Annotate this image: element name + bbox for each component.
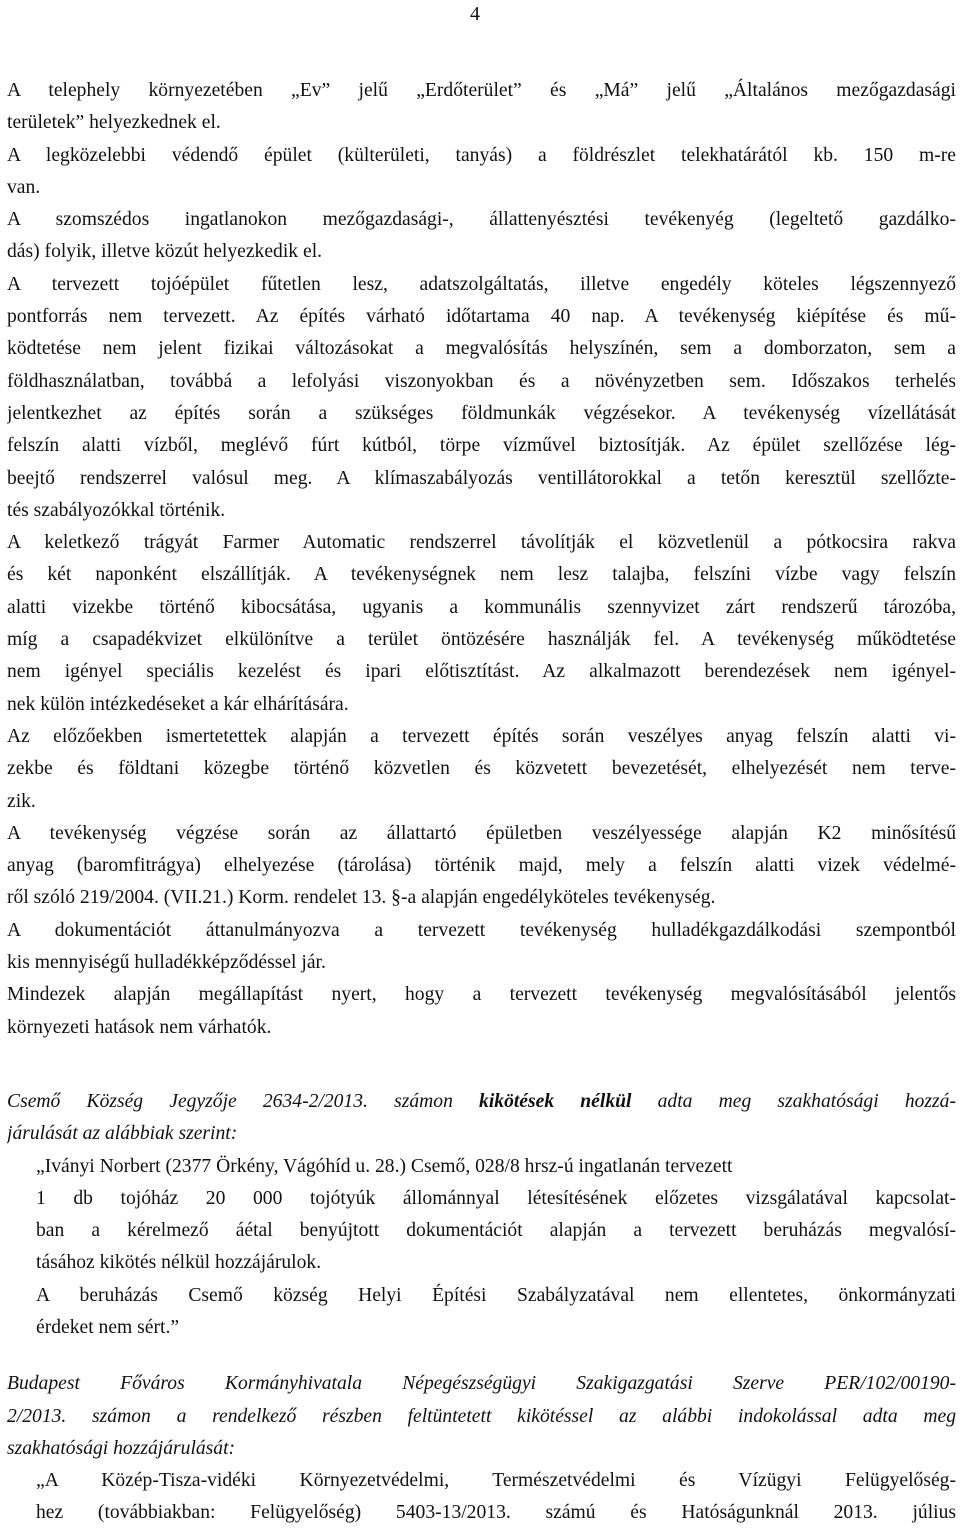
csemo-heading: Csemő Község Jegyzője 2634-2/2013. számon kikötések nélkül adta meg szakhatósági hozzá-	[7, 1090, 956, 1112]
quote-line: 1 db tojóház 20 000 tojótyúk állománnyal létesítésének előzetes vizsgálatával kapcsolat-	[36, 1187, 956, 1209]
text-line: földhasználatban, továbbá a lefolyási viszonyokban és a növényzetben sem. Időszakos terhelés	[7, 370, 956, 392]
text-line: beejtő rendszerrel valósul meg. A klímaszabályozás ventillátorokkal a tetőn keresztül szellőzte-	[7, 467, 956, 489]
text-line: A keletkező trágyát Farmer Automatic rendszerrel távolítják el közvetlenül a pótkocsira rakva	[7, 532, 956, 554]
text-line: ködtetése nem jelent fizikai változásokat a megvalósítás helyszínén, sem a domborzaton, sem a	[7, 338, 956, 360]
text-line: és két naponként elszállítják. A tevékenységnek nem lesz talajba, felszíni vízbe vagy felszín	[7, 564, 956, 586]
csemo-heading-bold: kikötések nélkül	[479, 1090, 632, 1112]
text-line: A telephely környezetében „Ev” jelű „Erdőterület” és „Má” jelű „Általános mezőgazdasági	[7, 80, 956, 101]
text-line: nem igényel speciális kezelést és ipari előtisztítást. Az alkalmazott berendezések nem igényel-	[7, 661, 956, 683]
text-line: tés szabályozókkal történik.	[7, 499, 226, 521]
text-line: anyag (baromfitrágya) elhelyezése (tárolása) történik majd, mely a felszín alatti vizek védelmé-	[7, 855, 956, 877]
text-line: felszín alatti vízből, meglévő fúrt kútból, törpe vízművel biztosítják. Az épület szellőzése lég-	[7, 435, 956, 457]
text-line: nek külön intézkedéseket a kár elhárítására.	[7, 693, 349, 715]
text-line: jelentkezhet az építés során a szükséges földmunkák végzésekor. A tevékenység vízellátását	[7, 402, 956, 424]
document-body	[7, 75, 956, 1530]
text-line: A dokumentációt áttanulmányozva a tervezett tevékenység hulladékgazdálkodási szempontból	[7, 919, 956, 941]
text-line: A legközelebbi védendő épület (külterületi, tanyás) a földrészlet telekhatárától kb. 150 m-re	[7, 144, 956, 166]
quote-line: tásához kikötés nélkül hozzájárulok.	[36, 1252, 322, 1274]
text-line: dás) folyik, illetve közút helyezkedik el.	[7, 241, 323, 263]
main-paragraphs	[7, 75, 956, 1044]
text-line: környezeti hatások nem várhatók.	[7, 1016, 272, 1038]
quote-line: A beruházás Csemő község Helyi Építési Szabályzatával nem ellentetes, önkormányzati	[36, 1284, 956, 1306]
budapest-heading	[7, 1368, 956, 1465]
heading-line: szakhatósági hozzájárulását:	[7, 1437, 236, 1459]
text-line: alatti vizekbe történő kibocsátása, ugyanis a kommunális szennyvizet zárt rendszerű tározóba,	[7, 596, 956, 618]
quote-line: ban a kérelmező áétal benyújtott dokumentációt alapján a tervezett beruházás megvalósí-	[36, 1220, 956, 1242]
text-line: zik.	[7, 790, 36, 812]
text-line: van.	[7, 176, 41, 198]
quote-line: érdeket nem sért.”	[36, 1316, 180, 1338]
csemo-heading-cont: járulását az alábbiak szerint:	[7, 1123, 238, 1145]
quote-line: „Iványi Norbert (2377 Örkény, Vágóhíd u. 28.) Csemő, 028/8 hrsz-ú ingatlanán tervezett	[36, 1155, 733, 1177]
csemo-section	[7, 1086, 956, 1344]
page-number: 4	[470, 3, 480, 25]
text-line: Mindezek alapján megállapítást nyert, hogy a tervezett tevékenység megvalósításából jelentős	[7, 984, 956, 1006]
quote-line: „A Közép-Tisza-vidéki Környezetvédelmi, Természetvédelmi és Vízügyi Felügyelőség-	[36, 1470, 956, 1492]
heading-line: Budapest Főváros Kormányhivatala Népegészségügyi Szakigazgatási Szerve PER/102/00190-	[7, 1373, 956, 1395]
heading-line: 2/2013. számon a rendelkező részben feltüntetett kikötéssel az alábbi indokolással adta meg	[7, 1405, 956, 1427]
text-line: területek” helyezkednek el.	[7, 112, 221, 134]
text-line: A szomszédos ingatlanokon mezőgazdasági-, állattenyésztési tevékenyég (legeltető gazdálko-	[7, 209, 956, 231]
text-line: pontforrás nem tervezett. Az építés várható időtartama 40 nap. A tevékenység kiépítése és mű-	[7, 306, 956, 328]
quote-line: hez (továbbiakban: Felügyelőség) 5403-13/2013. számú és Hatóságunknál 2013. július	[36, 1502, 956, 1524]
text-line: kis mennyiségű hulladékképződéssel jár.	[7, 952, 326, 974]
text-line: míg a csapadékvizet elkülönítve a terület öntözésére használják fel. A tevékenység működtetése	[7, 629, 956, 651]
text-line: A tevékenység végzése során az állattartó épületben veszélyessége alapján K2 minősítésű	[7, 822, 956, 844]
text-line: A tervezett tojóépület fűtetlen lesz, adatszolgáltatás, illetve engedély köteles légszennyező	[7, 273, 956, 295]
csemo-quote	[7, 1151, 956, 1345]
budapest-quote	[7, 1465, 956, 1530]
text-line: ről szóló 219/2004. (VII.21.) Korm. rendelet 13. §-a alapján engedélyköteles tevékenység.	[7, 887, 716, 909]
text-line: zekbe és földtani közegbe történő közvetlen és közvetett bevezetését, elhelyezését nem terve-	[7, 758, 956, 780]
text-line: Az előzőekben ismertetettek alapján a tervezett építés során veszélyes anyag felszín alatti vi-	[7, 725, 956, 747]
